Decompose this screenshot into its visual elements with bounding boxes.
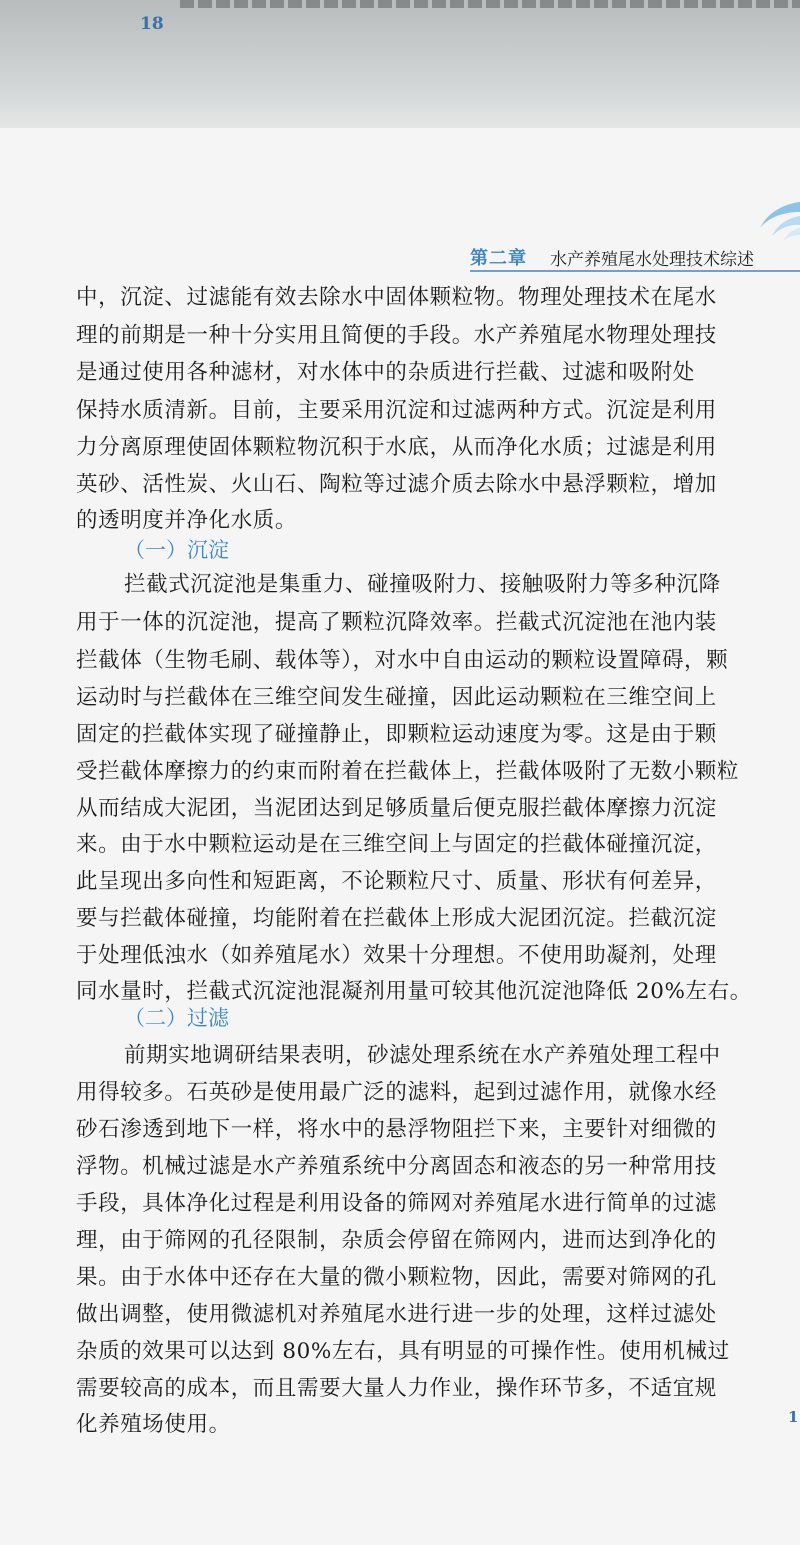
text-line: 理，由于筛网的孔径限制，杂质会停留在筛网内，进而达到净化的 [76,1228,717,1253]
text-line: 从而结成大泥团，当泥团达到足够质量后便克服拦截体摩擦力沉淀 [76,796,717,821]
text-line: 固定的拦截体实现了碰撞静止，即颗粒运动速度为零。这是由于颗 [76,722,717,747]
text-line: 果。由于水体中还存在大量的微小颗粒物，因此，需要对筛网的孔 [76,1265,717,1290]
text-line: 前期实地调研结果表明，砂滤处理系统在水产养殖处理工程中 [124,1043,721,1068]
text-line: 此呈现出多向性和短距离，不论颗粒尺寸、质量、形状有何差异， [76,869,717,894]
text-line: 受拦截体摩擦力的约束而附着在拦截体上，拦截体吸附了无数小颗粒 [76,759,740,784]
text-line: 是通过使用各种滤材，对水体中的杂质进行拦截、过滤和吸附处 [76,360,695,385]
text-line: 用于一体的沉淀池，提高了颗粒沉降效率。拦截式沉淀池在池内装 [76,610,717,635]
text-line: 力分离原理使固体颗粒物沉积于水底，从而净化水质；过滤是利用 [76,435,717,460]
text-line: 手段，具体净化过程是利用设备的筛网对养殖尾水进行简单的过滤 [76,1191,717,1216]
text-line: 浮物。机械过滤是水产养殖系统中分离固态和液态的另一种常用技 [76,1154,717,1179]
text-line: 中，沉淀、过滤能有效去除水中固体颗粒物。物理处理技术在尾水 [76,285,717,310]
text-line: 用得较多。石英砂是使用最广泛的滤料，起到过滤作用，就像水经 [76,1080,717,1105]
text-line: 理的前期是一种十分实用且简便的手段。水产养殖尾水物理处理技 [76,323,717,348]
section-heading: （二）过滤 [124,1006,229,1030]
text-line: 运动时与拦截体在三维空间发生碰撞，因此运动颗粒在三维空间上 [76,685,717,710]
running-header [470,244,800,270]
section-heading: （一）沉淀 [124,538,229,562]
previous-page-number: 18 [140,14,164,34]
text-line: 砂石渗透到地下一样，将水中的悬浮物阻拦下来，主要针对细微的 [76,1117,717,1142]
text-line: 来。由于水中颗粒运动是在三维空间上与固定的拦截体碰撞沉淀， [76,832,717,857]
text-line: 同水量时，拦截式沉淀池混凝剂用量可较其他沉淀池降低 20%左右。 [76,979,752,1004]
text-line: 于处理低浊水（如养殖尾水）效果十分理想。不使用助凝剂，处理 [76,943,717,968]
text-line: 需要较高的成本，而且需要大量人力作业，操作环节多，不适宜规 [76,1376,717,1401]
chapter-title: 水产养殖尾水处理技术综述 [550,250,754,270]
text-line: 拦截体（生物毛刷、载体等），对水中自由运动的颗粒设置障碍，颗 [76,648,729,673]
text-line: 拦截式沉淀池是集重力、碰撞吸附力、接触吸附力等多种沉降 [124,572,721,597]
text-line: 化养殖场使用。 [76,1412,231,1437]
text-line: 做出调整，使用微滤机对养殖尾水进行进一步的处理，这样过滤处 [76,1302,717,1327]
text-line: 英砂、活性炭、火山石、陶粒等过滤介质去除水中悬浮颗粒，增加 [76,472,717,497]
previous-page-text-fragment [180,0,800,8]
header-rule [470,270,800,272]
chapter-label: 第二章 [470,248,527,269]
wave-decoration-icon [754,198,800,246]
page-number: 1 [788,1408,799,1426]
previous-page-strip [0,0,800,128]
text-line: 保持水质清新。目前，主要采用沉淀和过滤两种方式。沉淀是利用 [76,398,717,423]
text-line: 的透明度并净化水质。 [76,508,298,533]
text-line: 杂质的效果可以达到 80%左右，具有明显的可操作性。使用机械过 [76,1339,730,1364]
text-line: 要与拦截体碰撞，均能附着在拦截体上形成大泥团沉淀。拦截沉淀 [76,906,717,931]
